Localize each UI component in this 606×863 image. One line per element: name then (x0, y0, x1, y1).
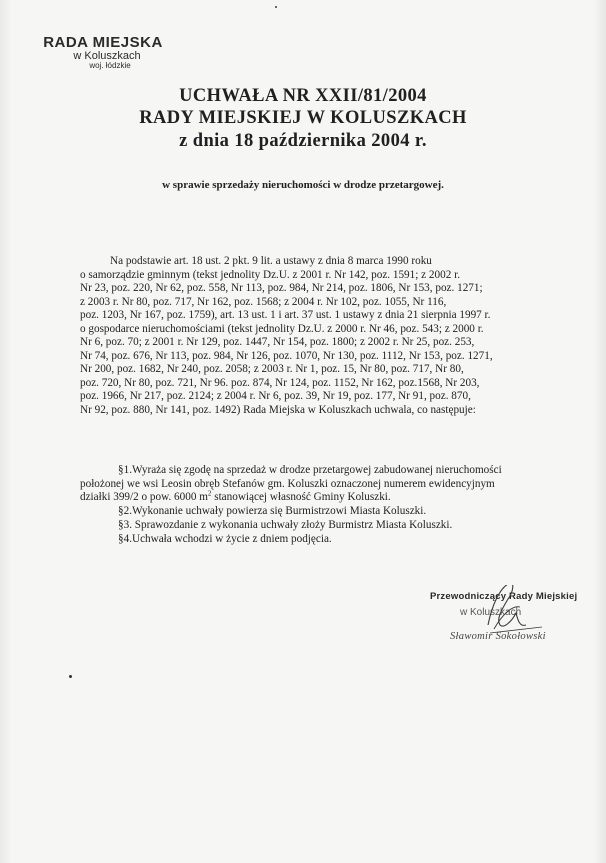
handwritten-signature (430, 585, 590, 655)
area-unit-superscript: 2 (207, 489, 212, 498)
scan-speck (275, 6, 277, 8)
preamble-line: poz. 720, Nr 80, poz. 721, Nr 96. poz. 874, Nr 124, poz. 1152, Nr 162, poz.1568, Nr 203, (80, 376, 480, 389)
preamble-line: Nr 74, poz. 676, Nr 113, poz. 984, Nr 126, poz. 1070, Nr 130, poz. 1112, Nr 153, poz. 1271, (80, 349, 493, 362)
signature-block (430, 585, 590, 655)
stamp-line-2: w Koluszkach (73, 50, 141, 62)
resolution-date: z dnia 18 października 2004 r. (179, 131, 427, 151)
signatory-role: Przewodniczący Rady Miejskiej (430, 591, 578, 602)
section-2: §2.Wykonanie uchwały powierza się Burmistrzowi Miasta Koluszki. (118, 505, 427, 518)
preamble-line: Nr 92, poz. 880, Nr 141, poz. 1492) Rada Miejska w Koluszkach uchwala, co następuje: (80, 403, 476, 416)
stamp-line-1: RADA MIEJSKA (43, 34, 163, 51)
signatory-name: Sławomir Sokołowski (450, 631, 546, 642)
preamble-line: poz. 1966, Nr 217, poz. 2124; z 2004 r. Nr 6, poz. 39, Nr 19, poz. 177, Nr 91, poz. 870, (80, 390, 471, 402)
preamble-line: o samorządzie gminnym (tekst jednolity Dz.U. z 2001 r. Nr 142, poz. 1591; z 2002 r. (80, 268, 460, 281)
scan-speck (69, 675, 72, 678)
preamble-line: Nr 23, poz. 220, Nr 62, poz. 558, Nr 113, poz. 984, Nr 214, poz. 1806, Nr 153, poz. 1271; (80, 282, 483, 294)
section-1-text-b: stanowiącej własność Gminy Koluszki. (211, 491, 391, 504)
resolution-subject: w sprawie sprzedaży nieruchomości w drodze przetargowej. (162, 179, 444, 191)
preamble-line: Na podstawie art. 18 ust. 2 pkt. 9 lit. a ustawy z dnia 8 marca 1990 roku (110, 255, 432, 267)
section-1-text-a: działki 399/2 o pow. 6000 m (80, 491, 208, 504)
preamble (80, 255, 570, 417)
preamble-line: Nr 200, poz. 1682, Nr 240, poz. 2058; z 2003 r. Nr 1, poz. 15, Nr 80, poz. 717, Nr 80, (80, 363, 464, 375)
stamp-line-3: woj. łódzkie (89, 61, 131, 70)
preamble-line: z 2003 r. Nr 80, poz. 717, Nr 162, poz. 1568; z 2004 r. Nr 102, poz. 1055, Nr 116, (80, 295, 447, 308)
section-4: §4.Uchwała wchodzi w życie z dniem podjęcia. (118, 532, 332, 545)
council-name: RADY MIEJSKIEJ W KOLUSZKACH (139, 108, 467, 128)
section-1-line: §1.Wyraża się zgodę na sprzedaż w drodze przetargowej zabudowanej nieruchomości (118, 464, 502, 476)
preamble-line: Nr 6, poz. 70; z 2001 r. Nr 129, poz. 1447, Nr 154, poz. 1800; z 2002 r. Nr 25, poz. 253, (80, 336, 475, 348)
council-stamp (28, 34, 178, 70)
preamble-line: o gospodarce nieruchomościami (tekst jednolity Dz.U. z 2000 r. Nr 46, poz. 543; z 2000 r. (80, 322, 484, 335)
section-1-line: położonej we wsi Leosin obręb Stefanów gm. Koluszki oznaczonej numerem ewidencyjnym (80, 477, 495, 490)
preamble-line: poz. 1203, Nr 167, poz. 1759), art. 13 ust. 1 i art. 37 ust. 1 ustawy z dnia 21 sierpnia 1997 r. (80, 309, 491, 321)
section-1-line (80, 491, 560, 505)
signatory-city: w Koluszkach (460, 607, 522, 618)
resolution-sections (80, 464, 560, 546)
section-3: §3. Sprawozdanie z wykonania uchwały złoży Burmistrz Miasta Koluszki. (118, 518, 453, 531)
resolution-number: UCHWAŁA NR XXII/81/2004 (179, 86, 427, 106)
